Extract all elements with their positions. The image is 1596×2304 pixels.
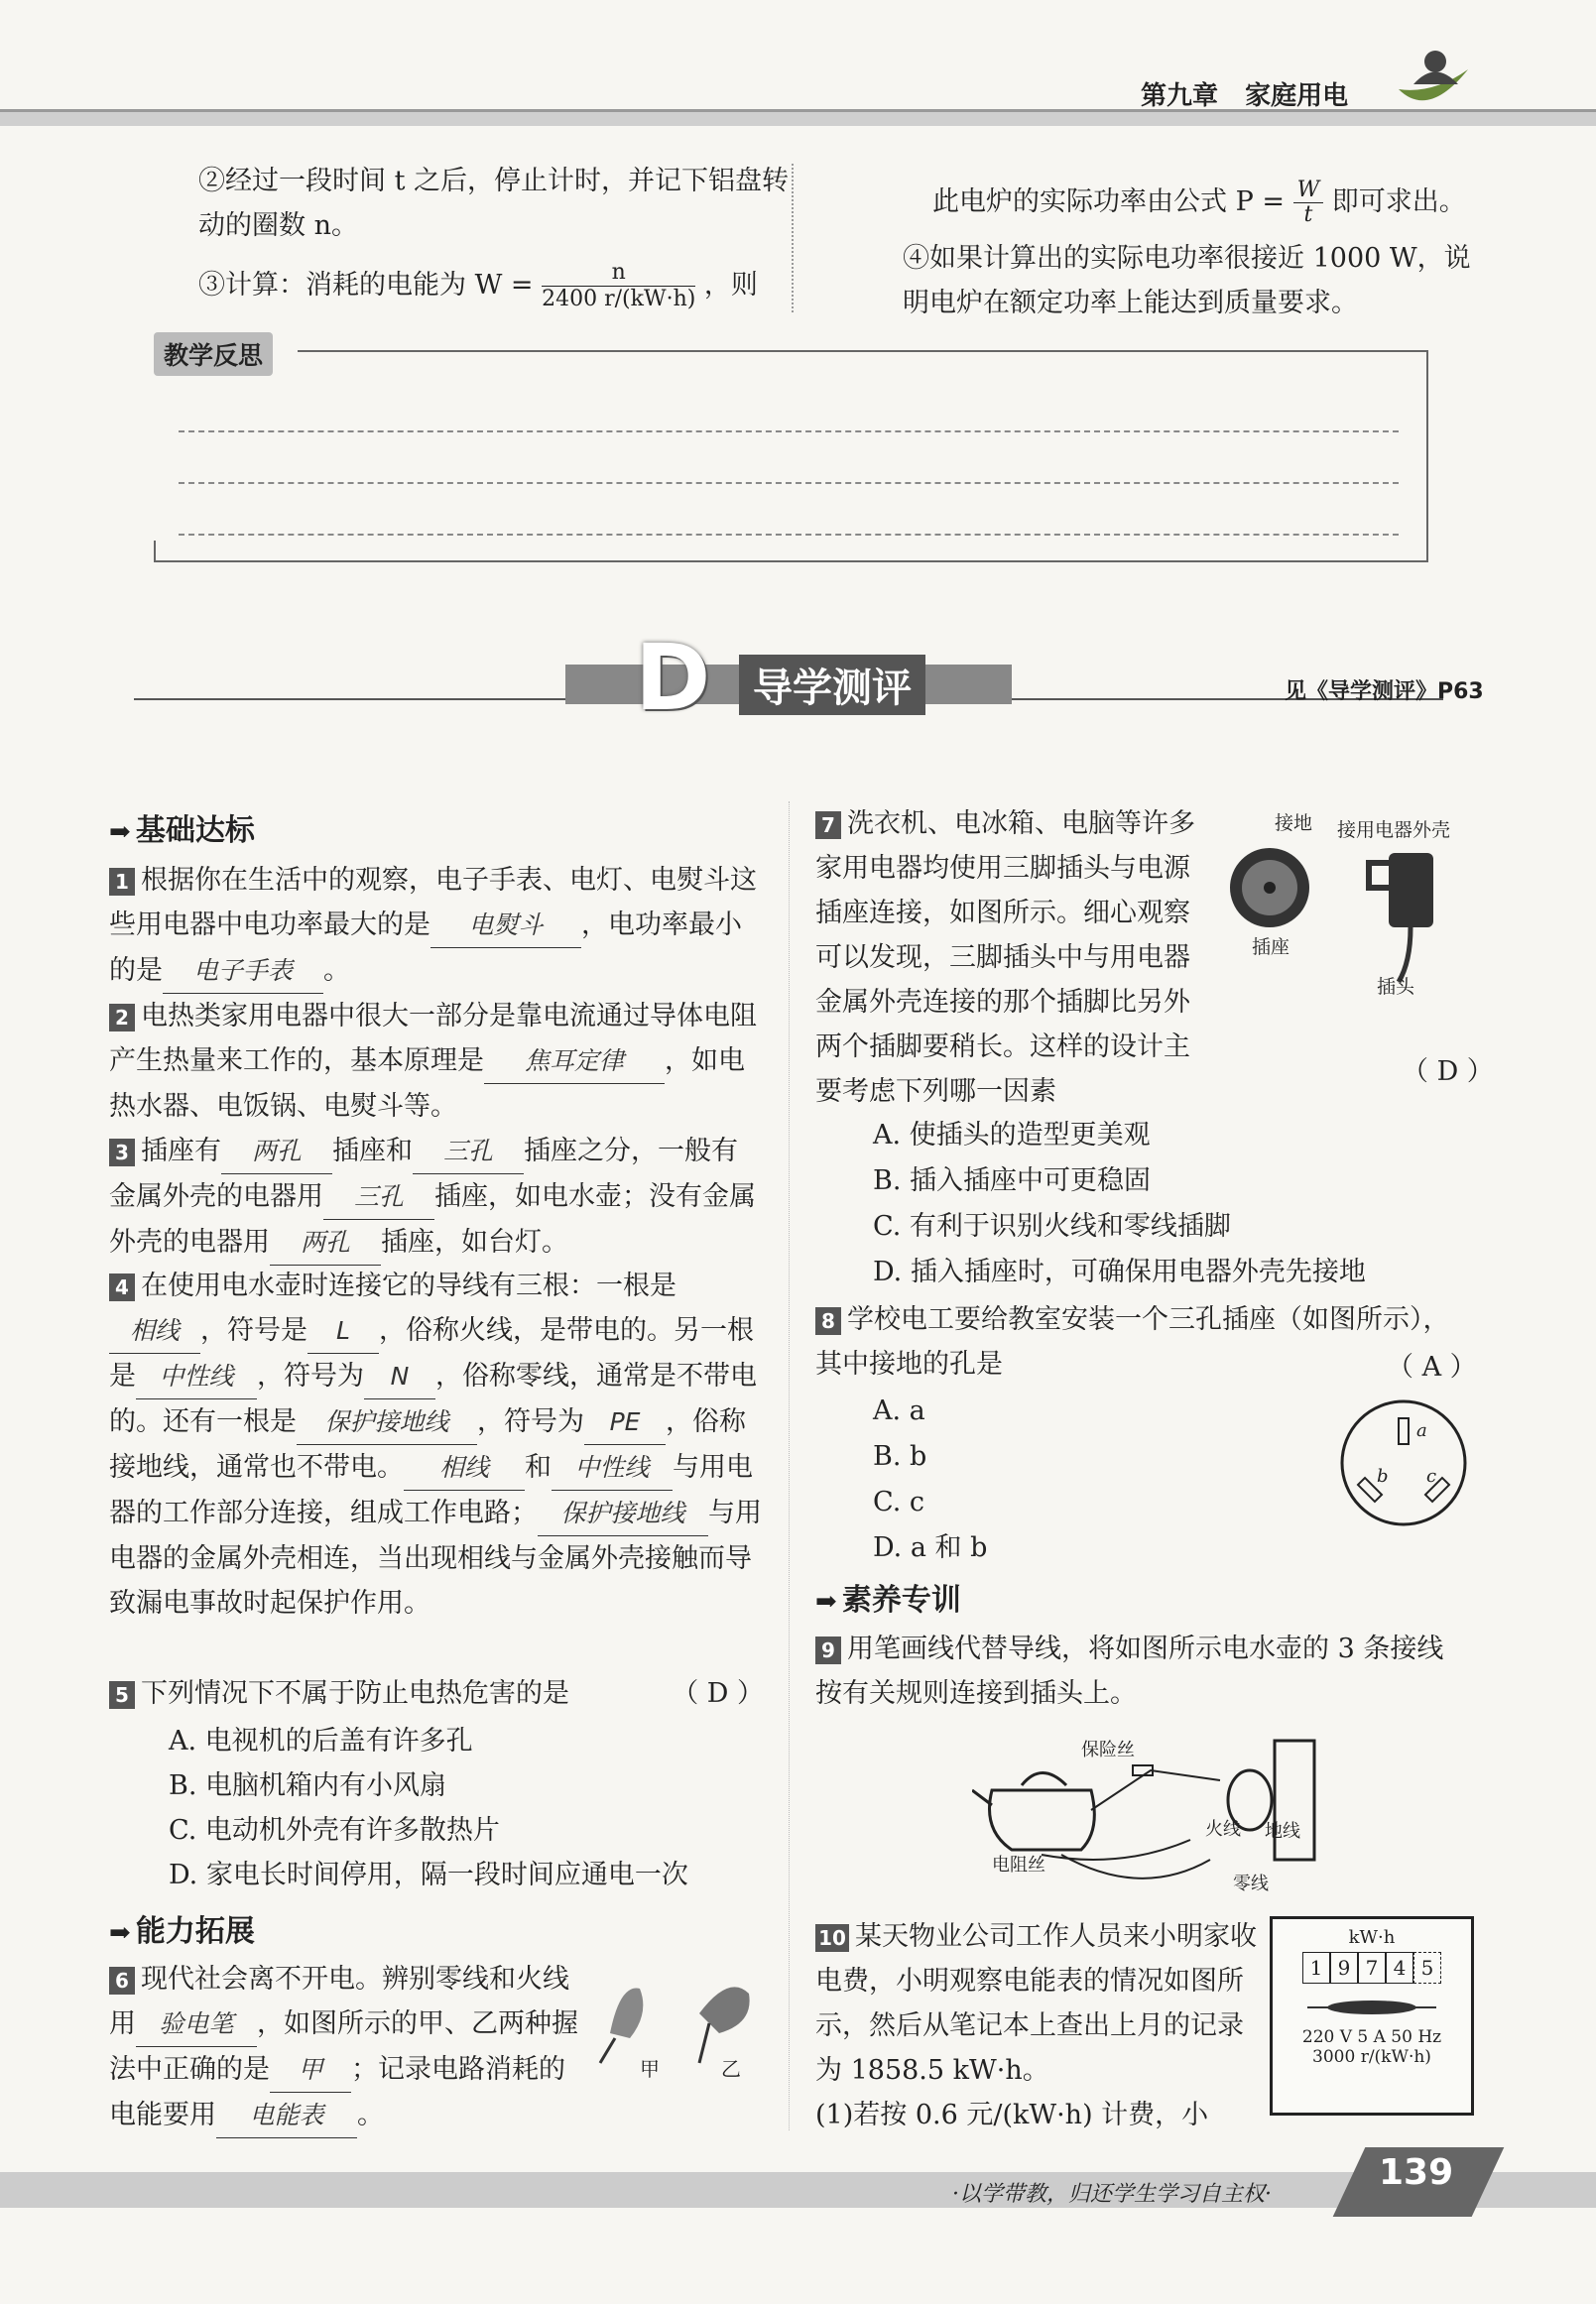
reflection-line [179, 430, 1399, 432]
q4-text: 与用电器的金属外壳相连，当出现相线与金属外壳接触而导致漏电事故时起保护作用。 [109, 1498, 762, 1619]
reflection-line [179, 482, 1399, 484]
fig-label-yi: 乙 [721, 2057, 741, 2081]
q6-text: 。 [357, 2100, 384, 2130]
q4-text: ，俗称接地线，通常也不带电。 [109, 1406, 746, 1483]
q1-text: ，电功率最小的是 [109, 909, 742, 986]
question-number: 3 [109, 1139, 135, 1166]
q10-sub1: (1)若按 0.6 元/(kW·h) 计费，小 [815, 2100, 1209, 2130]
chapter-header [1141, 75, 1348, 112]
power-tail: 即可求出。 [1331, 186, 1466, 217]
question-5 [109, 1671, 764, 1716]
question-number: 1 [109, 868, 135, 896]
hole-label-c: c [1426, 1466, 1437, 1487]
meter-digit-decimal: 5 [1413, 1952, 1441, 1984]
answer-blank: 甲 [270, 2047, 351, 2093]
question-3 [109, 1129, 764, 1266]
answer-blank: 中性线 [136, 1354, 257, 1399]
reflection-bottom-line [154, 560, 1428, 562]
answer-blank: 焦耳定律 [484, 1038, 665, 1084]
q7-answer: （ D ） [1402, 1056, 1494, 1087]
meter-digit: 4 [1386, 1952, 1413, 1984]
power-formula-line [932, 179, 1488, 227]
answer-blank: 中性线 [552, 1445, 673, 1491]
meter-digit: 1 [1302, 1952, 1330, 1984]
question-6 [109, 1957, 585, 2138]
section-basic [109, 805, 255, 849]
q7-option-d: D. 插入插座时，可确保用电器外壳先接地 [873, 1257, 1366, 1287]
q7-option-c: C. 有利于识别火线和零线插脚 [873, 1211, 1231, 1242]
question-number: 2 [109, 1004, 135, 1031]
q5-option-b: B. 电脑机箱内有小风扇 [169, 1770, 447, 1801]
fig-label-fuse: 保险丝 [1081, 1740, 1135, 1760]
q4-text: 与用电器的工作部分连接，组成工作电路； [109, 1452, 753, 1528]
answer-blank: PE [584, 1399, 666, 1445]
q7-text: 洗衣机、电冰箱、电脑等许多家用电器均使用三脚插头与电源插座连接，如图所示。细心观察可以发现，三脚插头中与用电器金属外壳连接的那个插脚比另外两个插脚要稍长。这样的设计主要考虑下列哪一因素 [815, 808, 1195, 1107]
question-8 [815, 1297, 1470, 1387]
fig-label-live: 火线 [1205, 1819, 1241, 1840]
meter-unit: kW·h [1348, 1927, 1396, 1948]
q8-answer: （ A ） [1387, 1352, 1477, 1383]
energy-fraction [542, 260, 695, 312]
question-4 [109, 1264, 764, 1626]
q6-text: ，如图所示的甲、乙两种握法中正确的是 [109, 2008, 578, 2085]
q3-text: 插座有 [141, 1136, 221, 1166]
q8-option-c: C. c [873, 1487, 924, 1517]
fig-label-plug: 插头 [1377, 976, 1415, 998]
fig-label-neutral: 零线 [1233, 1874, 1269, 1894]
question-number: 6 [109, 1967, 135, 1995]
q7-option-a: A. 使插头的造型更美观 [873, 1120, 1151, 1151]
question-2 [109, 994, 764, 1129]
q9-text: 用笔画线代替导线，将如图所示电水壶的 3 条接线按有关规则连接到插头上。 [815, 1634, 1444, 1709]
meter-digits [1273, 1952, 1471, 1984]
power-text: 此电炉的实际功率由公式 P = [932, 186, 1285, 217]
answer-blank: 验电笔 [136, 2001, 257, 2047]
arrow-icon: ➡ [109, 817, 131, 847]
answer-blank: 三孔 [413, 1129, 524, 1174]
answer-blank: 保护接地线 [297, 1399, 477, 1445]
fig-label-jia: 甲 [640, 2057, 660, 2081]
answer-blank: L [307, 1308, 379, 1354]
hole-label-b: b [1377, 1466, 1389, 1487]
q8-option-a: A. a [873, 1395, 925, 1426]
reflection-left-line [154, 541, 156, 560]
fraction-numerator: n [542, 260, 695, 287]
footer-slogan: ·以学带教，归还学生学习自主权· [952, 2182, 1272, 2207]
page-number: 139 [1379, 2152, 1454, 2193]
reflection-right-line [1426, 350, 1428, 560]
q2-text: 电热类家用电器中很大一部分是靠电流通过导体电阻产生热量来工作的，基本原理是 [109, 1001, 757, 1076]
meter-digit: 9 [1330, 1952, 1358, 1984]
question-10 [815, 1914, 1262, 2137]
q3-text: 插座之分，一般有金属外壳的电器用 [109, 1136, 738, 1212]
chapter-number: 第九章 [1141, 81, 1219, 111]
step-3-tail: ，则 [703, 270, 758, 301]
meter-digit: 7 [1358, 1952, 1386, 1984]
question-number: 9 [815, 1637, 841, 1664]
step-2: ②经过一段时间 t 之后，停止计时，并记下铝盘转动的圈数 n。 [198, 166, 790, 241]
q2-text: ，如电热水器、电饭锅、电熨斗等。 [109, 1045, 745, 1122]
arrow-icon: ➡ [109, 1918, 131, 1948]
question-1 [109, 858, 764, 994]
q7-option-b: B. 插入插座中可更稳固 [873, 1165, 1152, 1196]
reflection-label: 教学反思 [154, 332, 273, 376]
section-literacy [815, 1575, 961, 1619]
q4-text: ，符号是 [200, 1315, 307, 1346]
q8-option-d: D. a 和 b [873, 1532, 988, 1563]
q4-text: 和 [525, 1452, 552, 1483]
answer-blank: 相线 [109, 1308, 200, 1354]
fig-label-socket: 插座 [1252, 936, 1290, 958]
step-3 [198, 260, 774, 312]
q10-text: 某天物业公司工作人员来小明家收电费，小明观察电能表的情况如图所示，然后从笔记本上查出上月的记录为 1858.5 kW·h。 [815, 1921, 1257, 2086]
column-divider [792, 164, 794, 312]
banner-letter: D [635, 625, 711, 731]
section-ability [109, 1906, 255, 1950]
meter-disc-icon [1278, 1988, 1466, 2027]
q3-text: 插座，如台灯。 [381, 1227, 568, 1258]
hole-label-a: a [1416, 1420, 1427, 1441]
step-4: ④如果计算出的实际电功率很接近 1000 W，说明电炉在额定功率上能达到质量要求。 [903, 243, 1471, 318]
reflection-line [179, 534, 1399, 536]
fig-label-ground-wire: 地线 [1265, 1821, 1300, 1842]
banner-title: 导学测评 [739, 655, 925, 715]
q4-text: ，俗称零线，通常是不带电的。还有一根是 [109, 1361, 757, 1437]
fig-label-resistor: 电阻丝 [992, 1855, 1045, 1876]
answer-blank: N [364, 1354, 435, 1399]
three-hole-socket-figure [1337, 1396, 1471, 1530]
power-denominator: t [1303, 202, 1313, 227]
q4-text: 在使用电水壶时连接它的导线有三根：一根是 [141, 1271, 676, 1301]
answer-blank: 电子手表 [163, 948, 323, 994]
q3-text: 插座，如电水壶；没有金属外壳的电器用 [109, 1181, 756, 1258]
power-fraction [1293, 179, 1324, 227]
q8-text: 学校电工要给教室安装一个三孔插座（如图所示），其中接地的孔是 [815, 1304, 1450, 1380]
answer-blank: 电熨斗 [430, 903, 581, 948]
energy-meter [1270, 1916, 1474, 2116]
arrow-icon: ➡ [815, 1587, 837, 1617]
q6-text: ；记录电路消耗的电能要用 [109, 2054, 565, 2130]
fraction-denominator: 2400 r/(kW·h) [542, 287, 696, 311]
q6-text: 现代社会离不开电。辨别零线和火线用 [109, 1964, 569, 2039]
answer-blank: 保护接地线 [538, 1491, 708, 1536]
q5-option-d: D. 家电长时间停用，隔一段时间应通电一次 [169, 1860, 688, 1890]
power-numerator: W [1293, 179, 1324, 203]
meter-revolutions: 3000 r/(kW·h) [1312, 2047, 1431, 2067]
question-number: 4 [109, 1273, 135, 1301]
chapter-title: 家庭用电 [1245, 81, 1349, 111]
question-number: 7 [815, 811, 841, 839]
question-number: 5 [109, 1681, 135, 1709]
question-7 [815, 801, 1212, 1114]
q1-text: 。 [323, 955, 350, 986]
column-divider [789, 801, 790, 2130]
answer-blank: 两孔 [221, 1129, 332, 1174]
answer-blank: 相线 [404, 1445, 525, 1491]
fig-label-shell: 接用电器外壳 [1337, 819, 1451, 841]
question-number: 10 [815, 1924, 849, 1952]
q5-option-a: A. 电视机的后盖有许多孔 [169, 1726, 473, 1757]
answer-blank: 电能表 [216, 2093, 357, 2138]
q4-text: ，符号为 [257, 1361, 364, 1392]
q5-option-c: C. 电动机外壳有许多散热片 [169, 1815, 500, 1846]
section-literacy-title: 素养专训 [841, 1583, 961, 1618]
q5-stem: 下列情况下不属于防止电热危害的是 [141, 1678, 569, 1709]
question-number: 8 [815, 1307, 841, 1335]
q4-text: ，俗称火线，是带电的。另一根是 [109, 1315, 754, 1392]
q8-option-b: B. b [873, 1441, 927, 1472]
answer-blank: 三孔 [323, 1174, 434, 1220]
section-basic-title: 基础达标 [135, 813, 255, 848]
meter-spec: 220 V 5 A 50 Hz [1301, 2027, 1442, 2047]
q4-text: ，符号为 [477, 1406, 584, 1437]
q5-answer: （ D ） [672, 1678, 764, 1709]
reflection-top-line [298, 350, 1428, 352]
plug-socket-figure [1225, 833, 1473, 1002]
leaf-logo-icon [1389, 40, 1478, 119]
step-3-text: ③计算：消耗的电能为 W = [198, 270, 534, 301]
q3-text: 插座和 [332, 1136, 413, 1166]
section-ability-title: 能力拓展 [135, 1914, 255, 1949]
answer-blank: 两孔 [270, 1220, 381, 1266]
question-9 [815, 1627, 1470, 1716]
fig-label-ground: 接地 [1275, 812, 1313, 834]
q1-text: 根据你在生活中的观察，电子手表、电灯、电熨斗这些用电器中电功率最大的是 [109, 865, 757, 940]
banner-reference: 见《导学测评》P63 [1285, 679, 1484, 704]
